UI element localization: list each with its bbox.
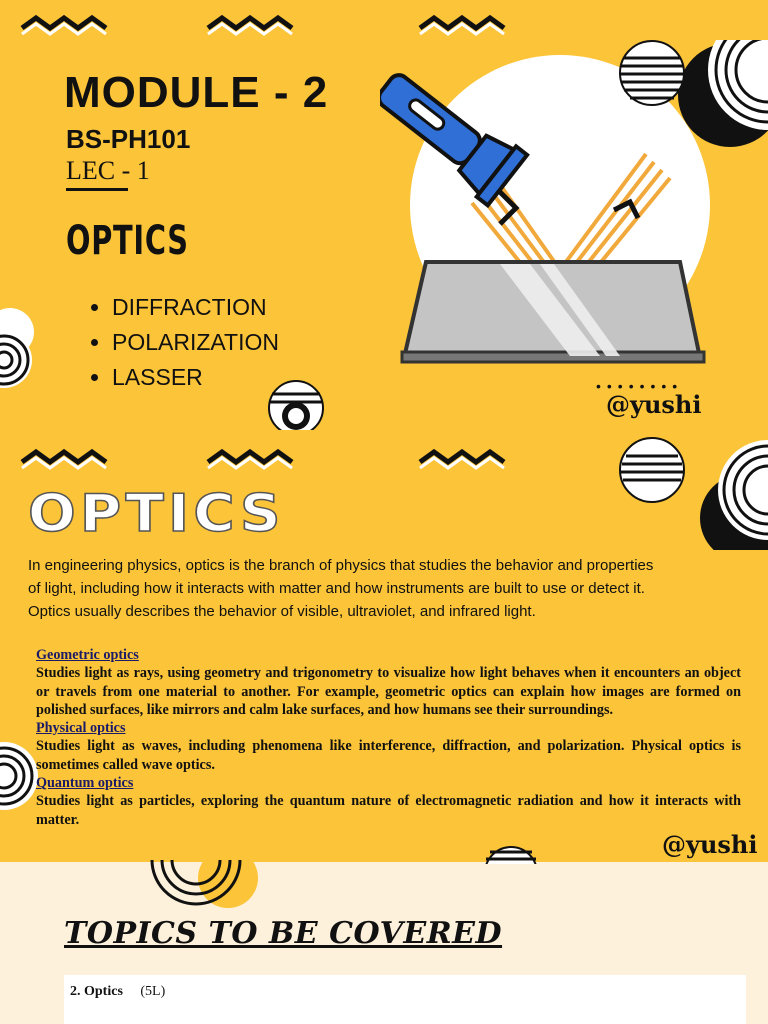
definition-text: Studies light as rays, using geometry and trigonometry to visualize how light behaves when it encounters an object or travels from one material to another. For example, geometric optics can explain how images are formed on polished surfaces, like mirrors and calm lake surfaces, and how humans see their surroundings. <box>36 665 741 718</box>
author-handle: @yushi <box>606 390 702 419</box>
lecture-underline <box>66 188 128 191</box>
definition-text: Studies light as waves, including phenomena like interference, diffraction, and polarization. Physical optics is sometimes called wave optics. <box>36 738 741 773</box>
syllabus-excerpt <box>64 975 746 1024</box>
dot-divider: •••••••• <box>596 378 684 394</box>
concentric-circles-icon <box>0 308 40 388</box>
list-item: • DIFFRACTION <box>112 290 279 325</box>
concentric-circles-icon <box>678 40 768 147</box>
course-code: BS-PH101 <box>66 124 191 154</box>
intro-paragraph: In engineering physics, optics is the branch of physics that studies the behavior and properties of light, including how it interacts with matter and how instruments are built to use or detect it. Optics usually describes the behavior of visible, ultraviolet, and infrared light. <box>28 557 654 620</box>
syllabus-item <box>70 984 165 1000</box>
glass-slab-icon <box>402 262 704 362</box>
syllabus-item-label: 2. Optics <box>70 984 123 999</box>
list-item: • POLARIZATION <box>112 325 279 360</box>
concentric-circles-icon <box>150 860 270 916</box>
syllabus-item-hours: (5L) <box>140 984 166 999</box>
concentric-circles-icon <box>0 738 40 818</box>
module-title: MODULE - 2 <box>64 68 329 117</box>
definition-text: Studies light as particles, exploring the quantum nature of electromagnetic radiation and how it interacts with matter. <box>36 793 741 828</box>
definition-title: Physical optics <box>36 720 126 737</box>
syllabus-title: TOPICS TO BE COVERED <box>64 916 503 951</box>
author-handle: @yushi <box>662 830 758 859</box>
section-heading: OPTICS <box>28 484 285 544</box>
illustration <box>380 40 768 390</box>
concentric-circles-icon <box>616 430 768 550</box>
cover-heading: OPTICS <box>66 218 189 264</box>
definition-title: Geometric optics <box>36 647 139 663</box>
topic-list <box>90 290 279 395</box>
list-item: • LASSER <box>112 360 279 395</box>
lecture-number: LEC - 1 <box>66 156 150 185</box>
definitions <box>36 646 741 829</box>
target-icon <box>484 846 538 864</box>
definition-title: Quantum optics <box>36 775 134 792</box>
